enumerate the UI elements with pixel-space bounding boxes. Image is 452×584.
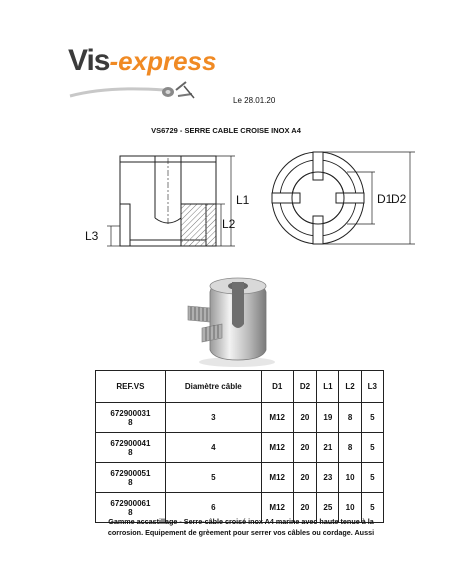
specification-table <box>95 370 384 523</box>
cell-diametre: 5 <box>165 463 261 493</box>
cell-l2: 8 <box>339 433 361 463</box>
cell-d2: 20 <box>293 433 317 463</box>
label-L3: L3 <box>85 229 99 243</box>
cell-l3: 5 <box>361 493 383 523</box>
cell-l1: 23 <box>317 463 339 493</box>
label-L1: L1 <box>236 193 250 207</box>
product-title: VS6729 - SERRE CABLE CROISE INOX A4 <box>151 126 301 135</box>
header-l3: L3 <box>361 371 383 403</box>
cell-l1: 21 <box>317 433 339 463</box>
cell-ref: 672900061 8 <box>96 493 166 523</box>
cell-diametre: 3 <box>165 403 261 433</box>
product-description <box>98 516 384 538</box>
label-D2: D2 <box>391 192 407 206</box>
cell-l1: 19 <box>317 403 339 433</box>
cell-d2: 20 <box>293 463 317 493</box>
cell-l3: 5 <box>361 433 383 463</box>
description-line-2: corrosion. Equipement de grèement pour serrer vos câbles ou cordage. Aussi <box>107 528 375 537</box>
cell-l3: 5 <box>361 403 383 433</box>
cell-d1: M12 <box>261 463 293 493</box>
cell-l1: 25 <box>317 493 339 523</box>
header-l1: L1 <box>317 371 339 403</box>
logo-tools-icon <box>68 74 218 104</box>
cell-ref: 672900051 8 <box>96 463 166 493</box>
label-L2: L2 <box>222 217 236 231</box>
cell-ref: 672900031 8 <box>96 403 166 433</box>
header-l2: L2 <box>339 371 361 403</box>
table-row <box>96 433 384 463</box>
table-row <box>96 463 384 493</box>
document-date: Le 28.01.20 <box>233 96 276 105</box>
cell-diametre: 6 <box>165 493 261 523</box>
table-row <box>96 403 384 433</box>
table-header-row <box>96 371 384 403</box>
description-line-1: Gamme accastillage - Serre-câble croisé inox A4 marine avec haute tenue à la <box>108 517 374 526</box>
header-ref: REF.VS <box>96 371 166 403</box>
vis-express-logo <box>68 44 218 104</box>
technical-drawing <box>85 146 425 256</box>
cell-d1: M12 <box>261 403 293 433</box>
header-d2: D2 <box>293 371 317 403</box>
cell-l2: 10 <box>339 463 361 493</box>
cell-l2: 10 <box>339 493 361 523</box>
side-view <box>120 156 216 246</box>
product-photo <box>182 262 292 372</box>
cell-d2: 20 <box>293 493 317 523</box>
cell-diametre: 4 <box>165 433 261 463</box>
cell-d1: M12 <box>261 433 293 463</box>
cell-l3: 5 <box>361 463 383 493</box>
cell-ref: 672900041 8 <box>96 433 166 463</box>
front-view <box>272 152 364 244</box>
header-d1: D1 <box>261 371 293 403</box>
logo-wordmark: Vis-express <box>68 44 217 77</box>
cell-l2: 8 <box>339 403 361 433</box>
cell-d1: M12 <box>261 493 293 523</box>
label-D1: D1 <box>377 192 393 206</box>
cell-d2: 20 <box>293 403 317 433</box>
header-diametre: Diamètre câble <box>165 371 261 403</box>
